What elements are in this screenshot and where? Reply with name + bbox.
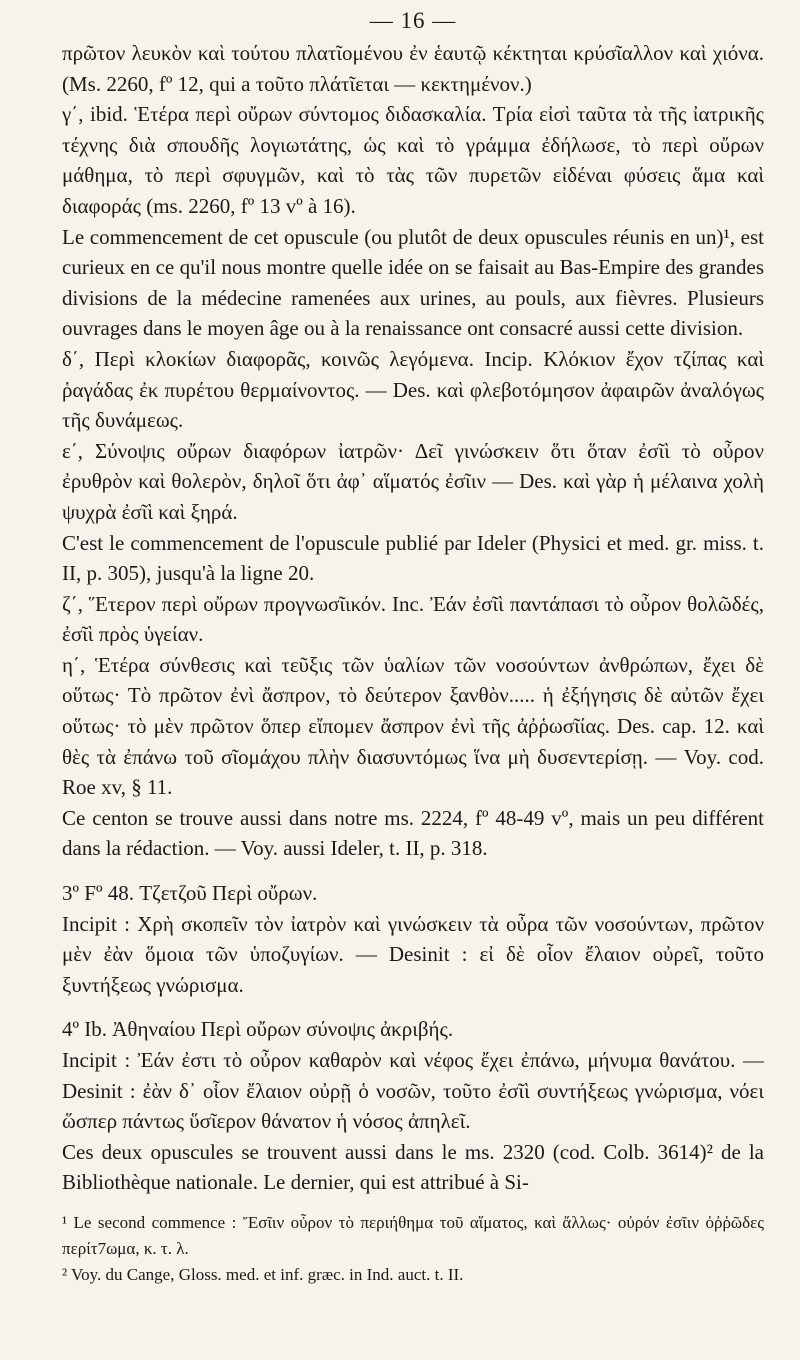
paragraph: πρῶτον λευκὸν καὶ τούτου πλατῖομένου ἐν ἑαυτῷ κέκτηται κρύσῖαλλον καὶ χιόνα. (Ms. 2260, fº 12, qui a τοῦτο πλάτῖεται — κεκτημένον.) bbox=[62, 41, 764, 96]
section-gap bbox=[62, 864, 764, 878]
paragraph: η΄, Ἑτέρα σύνθεσις καὶ τεῦξις τῶν ὑαλίων τῶν νοσούντων ἀνθρώπων, ἔχει δὲ οὕτως· Τὸ πρῶτον ἐνὶ ἄσπρον, τὸ δεύτερον ξανθὸν..... ἡ ἐξήγησις δὲ αὐτῶν ἔχει οὕτως· τὸ μὲν πρῶτον ὅπερ εἴπομεν ἄσπρον ἐνὶ τῆς ἀῤῥωσῖίας. Des. cap. 12. καὶ θὲς τὰ ἐπάνω τοῦ σῖομάχου πλὴν διασυντόμως ἵνα μὴ δυσεντερίσῃ. — Voy. cod. Roe xv, § 11. bbox=[62, 652, 764, 800]
footnotes bbox=[62, 1210, 764, 1288]
footnote: ¹ Le second commence : Ἔσῖιν οὖρον τὸ περιήθημα τοῦ αἵματος, καὶ ἄλλως· οὐρόν ἐσῖιν ὀῤῥῶδες περίτ7ωμα, κ. τ. λ. bbox=[62, 1212, 764, 1258]
paragraph: δ΄, Περὶ κλοκίων διαφορᾶς, κοινῶς λεγόμενα. Incip. Κλόκιον ἔχον τζίπας καὶ ῥαγάδας ἐκ πυρέτου θερμαίνοντος. — Des. καὶ φλεβοτόμησον ἀφαιρῶν ἀναλόγως τῆς δυνάμεως. bbox=[62, 346, 764, 433]
paragraph: Ce centon se trouve aussi dans notre ms. 2224, fº 48-49 vº, mais un peu différent dans la rédaction. — Voy. aussi Ideler, t. II, p. 318. bbox=[62, 805, 764, 861]
paragraph: Ces deux opuscules se trouvent aussi dans le ms. 2320 (cod. Colb. 3614)² de la Bibliothèque nationale. Le dernier, qui est attribué à Si- bbox=[62, 1139, 764, 1195]
body-text bbox=[62, 38, 764, 1198]
footnote: ² Voy. du Cange, Gloss. med. et inf. græc. in Ind. auct. t. II. bbox=[62, 1264, 464, 1284]
paragraph: C'est le commencement de l'opuscule publié par Ideler (Physici et med. gr. miss. t. II, p. 305), jusqu'à la ligne 20. bbox=[62, 530, 764, 586]
paragraph: ε΄, Σύνοψις οὔρων διαφόρων ἰατρῶν· Δεῖ γινώσκειν ὅτι ὅταν ἐσῖὶ τὸ οὖρον ἐρυθρὸν καὶ θολερὸν, δηλοῖ ὅτι ἀφ᾽ αἵματός ἐσῖιν — Des. καὶ γὰρ ἡ μέλαινα χολὴ ψυχρὰ ἐσῖὶ καὶ ξηρά. bbox=[62, 438, 764, 524]
page-number: — 16 — bbox=[369, 8, 457, 33]
paragraph: Incipit : Ἐάν ἐστι τὸ οὖρον καθαρὸν καὶ νέφος ἔχει ἐπάνω, μήνυμα θανάτου. — Desinit : ἐὰν δ᾽ οἷον ἔλαιον οὐρῇ ὁ νοσῶν, τοῦτο ἐσῖὶ συντήξεως γνώρισμα, νόει ὥσπερ πάντως ὕσῖερον θάνατον ἡ νόσος ἀπηλεῖ. bbox=[62, 1048, 764, 1134]
section-heading: 3º Fº 48. Τζετζοῦ Περὶ οὔρων. bbox=[62, 881, 318, 906]
paragraph: γ΄, ibid. Ἑτέρα περὶ οὔρων σύντομος διδασκαλία. Τρία εἰσὶ ταῦτα τὰ τῆς ἰατρικῆς τέχνης διὰ σπουδῆς λογιωτάτης, ὡς καὶ τὸ γράμμα ἐδήλωσε, τὸ περὶ οὔρων μάθημα, τὸ περὶ σφυγμῶν, καὶ τὸ τὰς τῶν πυρετῶν εἰδέναι φύσεις ἅμα καὶ διαφοράς (ms. 2260, fº 13 vº à 16). bbox=[62, 102, 764, 218]
footnote-separator bbox=[62, 1198, 764, 1210]
section-heading: 4º Ib. Ἀθηναίου Περὶ οὔρων σύνοψις ἀκριβής. bbox=[62, 1017, 454, 1042]
section-gap bbox=[62, 1000, 764, 1014]
paragraph: ζ΄, Ἕτερον περὶ οὔρων προγνωσῖικόν. Inc. Ἐάν ἐσῖὶ παντάπασι τὸ οὖρον θολῶδές, ἐσῖὶ πρὸς ὑγείαν. bbox=[62, 591, 764, 647]
paragraph: Le commencement de cet opuscule (ou plutôt de deux opuscules réunis en un)¹, est curieux en ce qu'il nous montre quelle idée on se faisait au Bas-Empire des grandes divisions de la médecine ramenées aux urines, au pouls, aux fièvres. Plusieurs ouvrages dans le moyen âge ou à la renaissance ont consacré aussi cette division. bbox=[62, 224, 764, 341]
paragraph: Incipit : Χρὴ σκοπεῖν τὸν ἰατρὸν καὶ γινώσκειν τὰ οὖρα τῶν νοσούντων, πρῶτον μὲν ἐὰν ὅμοια τῶν ὑποζυγίων. — Desinit : εἰ δὲ οἷον ἔλαιον οὐρεῖ, τοῦτο ξυντήξεως γνώρισμα. bbox=[62, 911, 764, 997]
